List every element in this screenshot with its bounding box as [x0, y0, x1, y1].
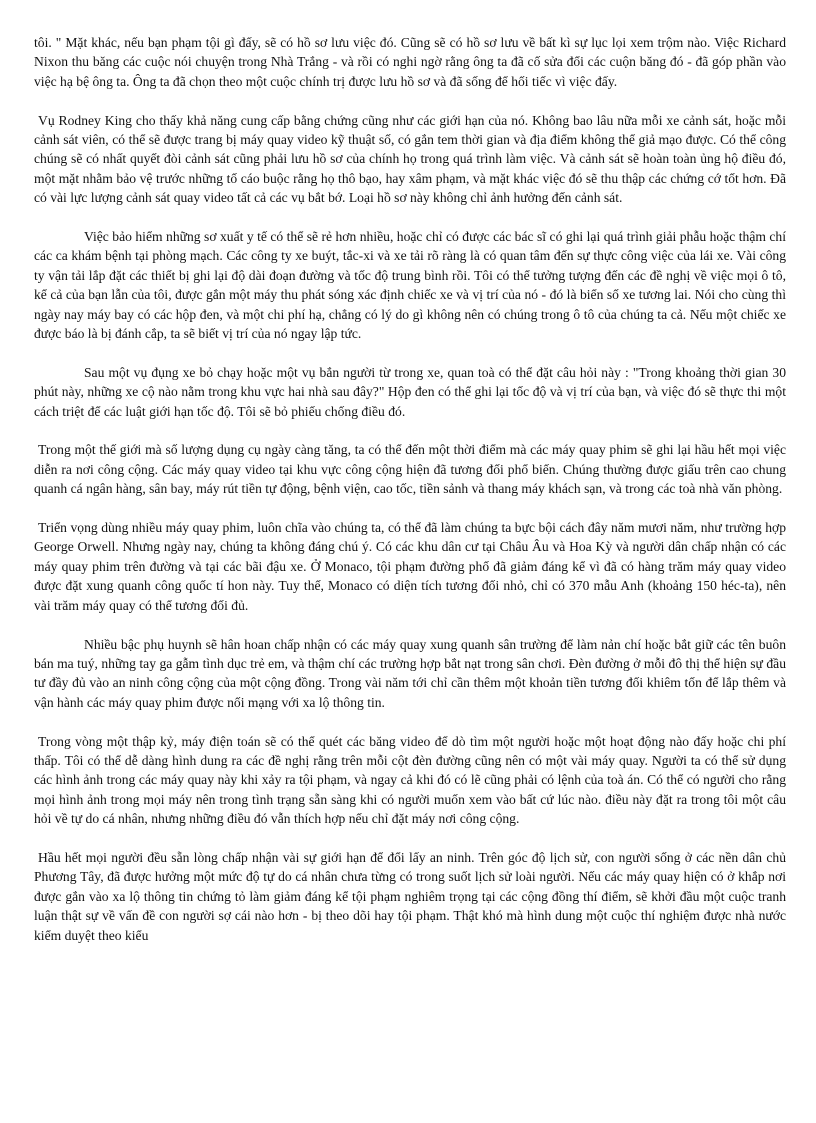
paragraph-7: Nhiều bậc phụ huynh sẽ hân hoan chấp nhận có các máy quay xung quanh sân trường để làm nản chí hoặc bắt giữ các tên buôn bán ma tuý, những tay ga gẫm tình dục trẻ em, và thậm chí các trường hợp bắt nạt trong sân chơi. Đèn đường ở mỗi đô thị thể hiện sự đầu tư đầy đủ vào an ninh công cộng của một cộng đồng. Trong vài năm tới chỉ cần thêm một khoản tiền tương đối khiêm tốn để lắp thêm và vận hành các máy quay phim được nối mạng với xa lộ thông tin.: [34, 636, 786, 710]
paragraph-4: Sau một vụ đụng xe bỏ chạy hoặc một vụ bắn người từ trong xe, quan toà có thể đặt câu hỏi này : "Trong khoảng thời gian 30 phút này, những xe cộ nào nằm trong khu vực hai nhà sau đây?" Hộp đen có thể ghi lại tốc độ và vị trí của bạn, và việc đó sẽ thực thi một cách triệt để các luật giới hạn tốc độ. Tôi sẽ bỏ phiếu chống điều đó.: [34, 364, 786, 419]
paragraph-5: Trong một thế giới mà số lượng dụng cụ ngày càng tăng, ta có thể đến một thời điểm mà các máy quay phim sẽ ghi lại hầu hết mọi việc diễn ra nơi công cộng. Các máy quay video tại khu vực công cộng hiện đã tương đối phổ biến. Chúng thường được giấu trên cao chung quanh cá ngân hàng, sân bay, máy rút tiền tự động, bệnh viện, cao tốc, tiền sảnh và thang máy khách sạn, và trong các toà nhà văn phòng.: [34, 442, 786, 497]
document-page: [34, 33, 786, 945]
paragraph-2: Vụ Rodney King cho thấy khả năng cung cấp bằng chứng cũng như các giới hạn của nó. Không bao lâu nữa mỗi xe cảnh sát, hoặc mỗi cảnh sát viên, có thể sẽ được trang bị máy quay video kỹ thuật số, có gắn tem thời gian và địa điểm không thể giả mạo được. Có thể công chúng sẽ có nhất quyết đòi cảnh sát cũng phải lưu hồ sơ của chính họ trong quá trình làm việc. Và cảnh sát sẽ hoàn toàn ủng hộ điều đó, một mặt nhằm bảo vệ trước những tố cáo buộc rằng họ thô bạo, hay xâm phạm, và mặt khác việc đó sẽ thu thập các chứng cớ tốt hơn. Đã có vài lực lượng cảnh sát quay video tất cả các vụ bắt bớ. Loại hồ sơ này không chỉ ảnh hưởng đến cảnh sát.: [34, 112, 786, 206]
paragraph-3: Việc bảo hiểm những sơ xuất y tế có thể sẽ rẻ hơn nhiều, hoặc chỉ có được các bác sĩ có ghi lại quá trình giải phẫu hoặc thậm chí các ca khám bệnh tại phòng mạch. Các công ty xe buýt, tắc-xi và xe tải rõ ràng là có quan tâm đến sự thực công việc của lái xe. Vài công ty vận tải lắp đặt các thiết bị ghi lại độ dài đoạn đường và tốc độ trung bình rồi. Tôi có thể tưởng tượng đến các đề nghị về việc mọi ô tô, kể cả của bạn lẫn của tôi, được gắn một máy thu phát sóng xác định chiếc xe và vị trí của nó - đó là biển số xe tương lai. Nói cho cùng thì ngày nay máy bay có các hộp đen, và một chi phí hạ, chẳng có lý do gì không nên có chúng trong ô tô của chúng ta cả. Nếu một chiếc xe được báo là bị đánh cắp, ta sẽ biết vị trí của nó ngay lập tức.: [34, 229, 786, 342]
paragraph-9: Hầu hết mọi người đều sẵn lòng chấp nhận vài sự giới hạn để đổi lấy an ninh. Trên góc độ lịch sử, con người sống ở các nền dân chủ Phương Tây, đã được hưởng một mức độ tự do cá nhân chưa từng có trong suốt lịch sử loài người. Nếu các máy quay hiện có ở khắp nơi được gắn vào xa lộ thông tin chứng tỏ làm giảm đáng kể tội phạm nghiêm trọng tại các cộng đồng thí điểm, sẽ khởi đầu một cuộc tranh luận thật sự về vấn đề con người sợ cái nào hơn - bị theo dõi hay tội phạm. Thật khó mà hình dung một cuộc thí nghiệm được nhà nước kiểm duyệt theo kiểu: [34, 849, 786, 943]
paragraph-6: Triển vọng dùng nhiều máy quay phim, luôn chĩa vào chúng ta, có thể đã làm chúng ta bực bội cách đây năm mươi năm, như trường hợp George Orwell. Nhưng ngày nay, chúng ta không đáng chú ý. Có các khu dân cư tại Châu Âu và Hoa Kỳ và người dân chấp nhận có các máy quay phim trên đường và tại các bãi đậu xe. Ở Monaco, tội phạm đường phố đã giảm đáng kể vì đã có hàng trăm máy quay video được đặt xung quanh công quốc tí hon này. Tuy thế, Monaco có diện tích tương đối nhỏ, chỉ có 370 mẫu Anh (khoảng 150 héc-ta), nên vài trăm máy quay có thể tương đối đủ.: [34, 520, 786, 613]
paragraph-8: Trong vòng một thập kỷ, máy điện toán sẽ có thể quét các băng video để dò tìm một người hoặc một hoạt động nào đấy hoặc chi phí thấp. Tôi có thể dễ dàng hình dung ra các đề nghị rằng trên mỗi cột đèn đường cũng nên có một vài máy quay. Người ta có thể sử dụng các hình ảnh trong các máy quay này khi xảy ra tội phạm, và ngay cả khi đó có lẽ cũng phải có lệnh của toà án. Có thể có người cho rằng mọi hình ảnh trong mọi máy nên trong tình trạng sẵn sàng khi có người muốn xem vào bất cứ lúc nào. điều này đặt ra trong tôi một câu hỏi về tự do cá nhân, nhưng những điều đó vẫn thích hợp nếu chỉ đặt máy nơi công cộng.: [34, 733, 786, 827]
paragraph-1: tôi. " Mặt khác, nếu bạn phạm tội gì đấy, sẽ có hồ sơ lưu việc đó. Cũng sẽ có hồ sơ lưu về bất kì sự lục lọi xem trộm nào. Việc Richard Nixon thu băng các cuộc nói chuyện trong Nhà Trắng - và rồi có nghi ngờ rằng ông ta đã cố sửa đổi các cuộn băng đó - đã góp phần vào việc hạ bệ ông ta. Ông ta đã chọn theo một cuộc chính trị được lưu hồ sơ và đã sống để hối tiếc vì việc đấy.: [34, 35, 786, 89]
